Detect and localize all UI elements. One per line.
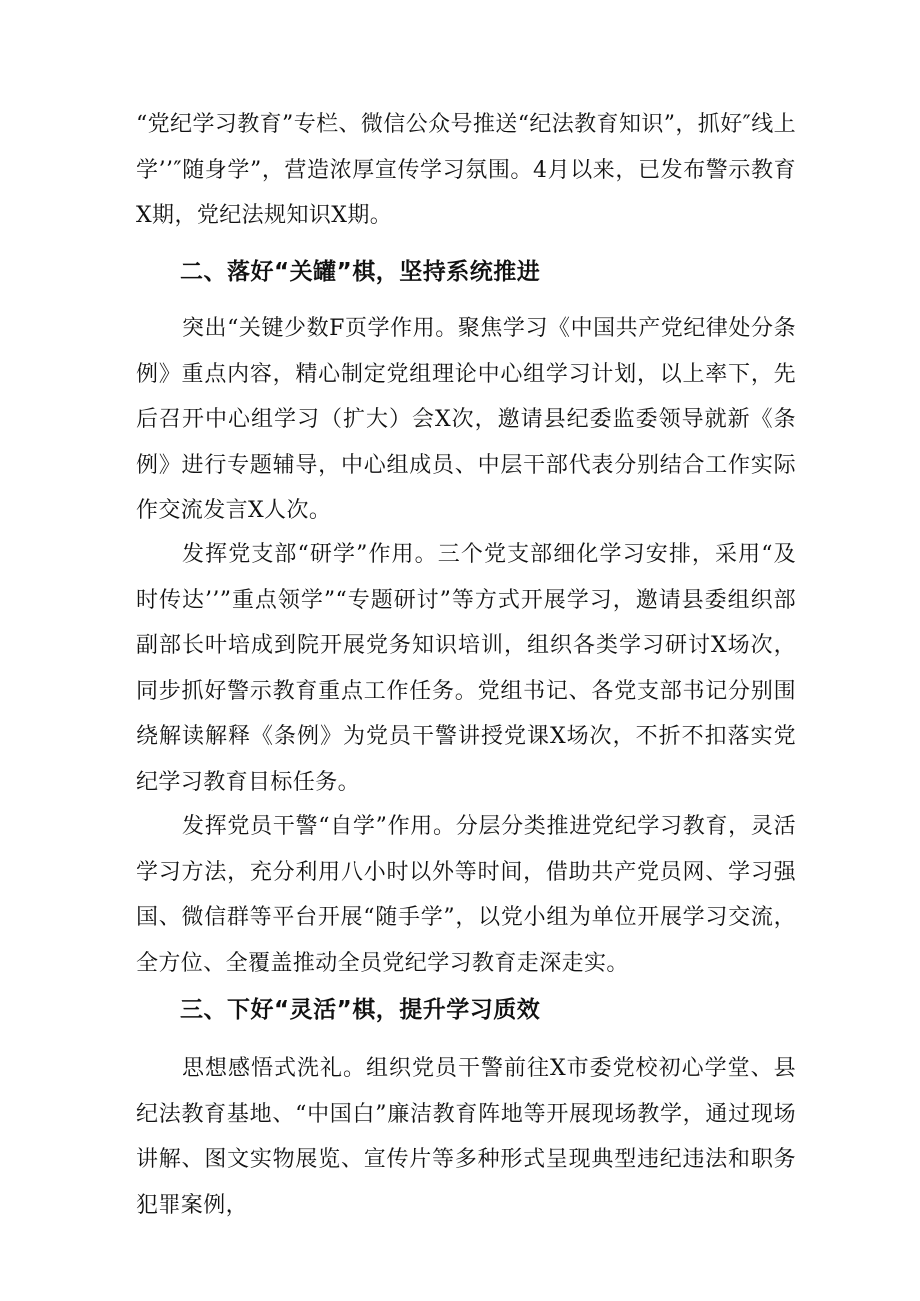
paragraph-party-branch: 发挥党支部“研学”作用。三个党支部细化学习安排，采用“及时传达’’”重点领学”“专题研讨”等方式开展学习，邀请县委组织部副部长叶培成到院开展党务知识培训，组织各类学习研讨X场次，同步抓好警示教育重点工作任务。党组书记、各党支部书记分别围绕解读解释《条例》为党员干警讲授党课X场次，不折不扣落实党纪学习教育目标任务。 xyxy=(136,542,796,795)
paragraph-key-minority: 突出“关键少数F页学作用。聚焦学习《中国共产党纪律处分条例》重点内容，精心制定党组理论中心组学习计划，以上率下，先后召开中心组学习（扩大）会X次，邀请县纪委监委领导就新《条例》进行专题辅导，中心组成员、中层干部代表分别结合工作实际作交流发言X人次。 xyxy=(136,316,796,524)
section-heading-3: 三、下好“灵活”棋，提升学习质效 xyxy=(180,997,541,1023)
paragraph-continued-promotion: “党纪学习教育”专栏、微信公众号推送“纪法教育知识”，抓好″线上学’’″随身学”，营造浓厚宣传学习氛围。4月以来，已发布警示教育X期，党纪法规知识X期。 xyxy=(136,112,797,229)
paragraph-ideological-baptism: 思想感悟式洗礼。组织党员干警前往X市委党校初心学堂、县纪法教育基地、“中国白”廉洁教育阵地等开展现场教学，通过现场讲解、图文实物展览、宣传片等多种形式呈现典型违纪违法和职务犯罪案例， xyxy=(136,1056,796,1218)
paragraph-self-study: 发挥党员干警“自学”作用。分层分类推进党纪学习教育，灵活学习方法，充分利用八小时以外等时间，借助共产党员网、学习强国、微信群等平台开展“随手学”，以党小组为单位开展学习交流，全方位、全覆盖推动全员党纪学习教育走深走实。 xyxy=(136,814,796,976)
section-heading-2: 二、落好“关罐”棋，坚持系统推进 xyxy=(180,259,541,285)
